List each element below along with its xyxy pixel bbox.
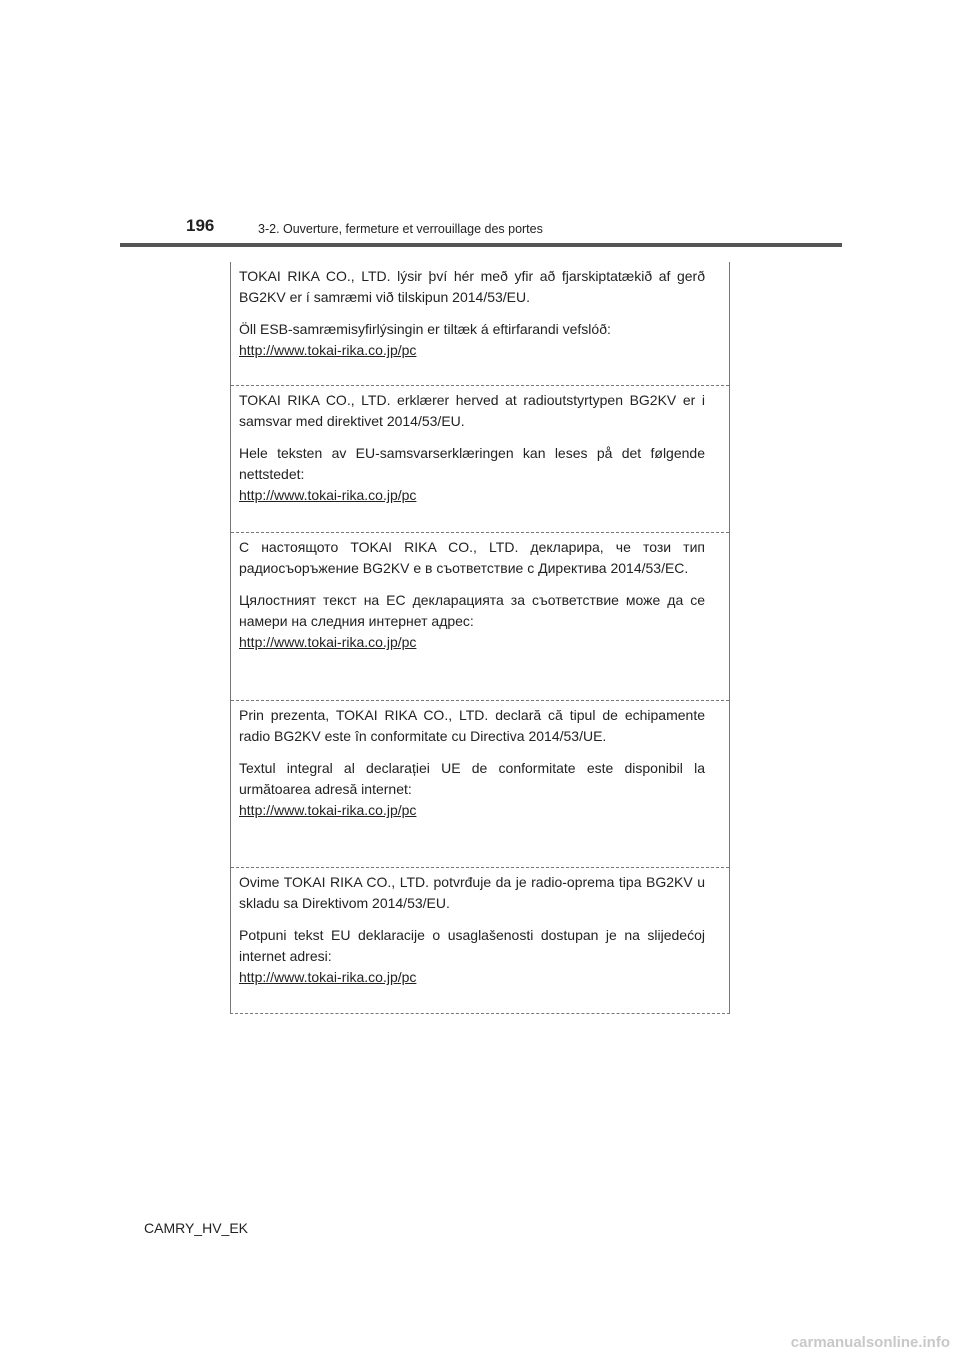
availability-text: Potpuni tekst EU deklaracije o usaglašenosti dostupan je na slijedećoj internet adresi: [239, 927, 705, 964]
header-rule [120, 243, 842, 247]
section-title: 3-2. Ouverture, fermeture et verrouillage des portes [258, 222, 543, 236]
declaration-text: Ovime TOKAI RIKA CO., LTD. potvrđuje da je radio-oprema tipa BG2KV u skladu sa Direktivom 2014/53/EU. [239, 874, 705, 911]
watermark: carmanualsonline.info [790, 1334, 950, 1351]
declaration-text: TOKAI RIKA CO., LTD. erklærer herved at radioutstyrtypen BG2KV er i samsvar med direktivet 2014/53/EU. [239, 392, 705, 429]
declaration-link[interactable]: http://www.tokai-rika.co.jp/pc [239, 634, 417, 650]
declaration-text: TOKAI RIKA CO., LTD. lýsir því hér með yfir að fjarskiptatækið af gerð BG2KV er í samræmi við tilskipun 2014/53/EU. [239, 268, 705, 305]
declaration-text: С настоящото TOKAI RIKA CO., LTD. декларира, че този тип радиосъоръжение BG2KV е в съответствие с Директива 2014/53/ЕС. [239, 539, 705, 576]
declaration-link[interactable]: http://www.tokai-rika.co.jp/pc [239, 342, 417, 358]
availability-text: Hele teksten av EU-samsvarserklæringen kan leses på det følgende nettstedet: [239, 445, 705, 482]
availability-text: Textul integral al declarației UE de conformitate este disponibil la următoarea adresă internet: [239, 760, 705, 797]
notice-box [230, 262, 730, 1014]
availability-text: Öll ESB-samræmisyfirlýsingin er tiltæk á eftirfarandi vefslóð: [239, 321, 611, 337]
page-number: 196 [186, 216, 215, 235]
model-code: CAMRY_HV_EK [144, 1220, 249, 1236]
declaration-link[interactable]: http://www.tokai-rika.co.jp/pc [239, 487, 417, 503]
availability-text: Цялостният текст на ЕС декларацията за съответствие може да се намери на следния интернет адрес: [239, 592, 705, 629]
declaration-text: Prin prezenta, TOKAI RIKA CO., LTD. declară că tipul de echipamente radio BG2KV este în conformitate cu Directiva 2014/53/UE. [239, 707, 705, 744]
notice-section-croatian [231, 868, 729, 1014]
notice-section-norwegian [231, 386, 729, 533]
notice-section-icelandic [231, 262, 729, 386]
declaration-link[interactable]: http://www.tokai-rika.co.jp/pc [239, 969, 417, 985]
declaration-link[interactable]: http://www.tokai-rika.co.jp/pc [239, 802, 417, 818]
notice-section-romanian [231, 701, 729, 868]
notice-section-bulgarian [231, 533, 729, 701]
